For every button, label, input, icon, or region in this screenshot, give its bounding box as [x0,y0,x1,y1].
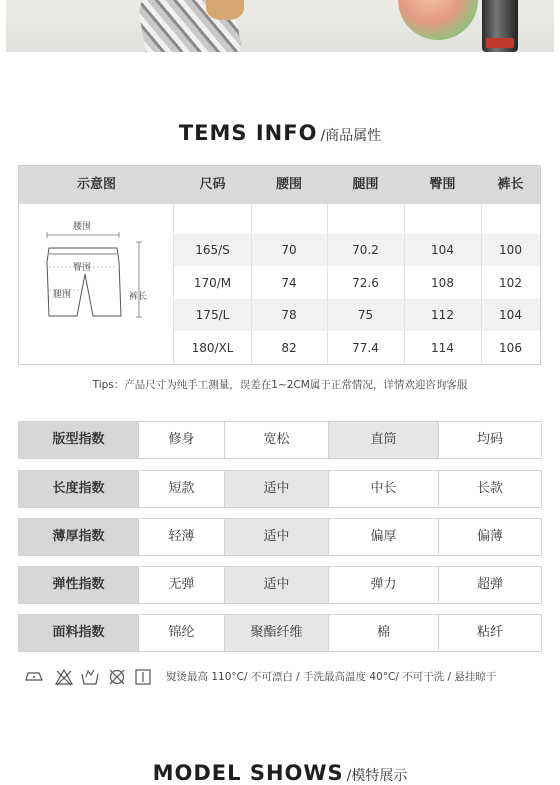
section-title-en: MODEL SHOWS [152,761,344,785]
fit-option-selected: 直筒 [328,422,438,458]
pants-outline-icon [19,204,174,364]
cell-thigh: 72.6 [352,276,379,290]
length-option-selected: 适中 [224,471,328,507]
fit-option: 修身 [138,422,224,458]
fit-option: 均码 [438,422,541,458]
cell-size: 180/XL [191,341,234,355]
cell-waist: 74 [281,276,297,290]
thickness-option: 偏薄 [438,519,541,555]
column-divider [327,204,328,364]
header-waist: 腰围 [275,177,302,192]
no-dry-clean-icon [108,668,126,686]
care-instructions [22,666,552,688]
cell-length: 102 [499,276,522,290]
length-option: 中长 [328,471,438,507]
length-option: 长款 [438,471,541,507]
header-diagram: 示意图 [76,177,116,192]
fit-option: 宽松 [224,422,328,458]
hand-wash-icon [80,668,100,686]
column-divider [404,204,405,364]
model-shows-title [0,761,560,785]
fabric-option-selected: 聚酯纤维 [224,615,328,651]
size-table [18,165,541,365]
fabric-option: 粘纤 [438,615,541,651]
elasticity-option: 弹力 [328,567,438,603]
ball-prop-image [398,0,478,40]
elasticity-index-label: 弹性指数 [19,567,138,603]
header-thigh: 腿围 [352,177,379,192]
length-index-row [18,470,542,508]
diagram-thigh-label: 腿围 [53,290,72,300]
cell-hip: 104 [431,243,454,257]
hang-dry-icon [134,668,152,686]
no-bleach-icon [54,668,74,686]
header-length: 裤长 [497,177,524,192]
cell-thigh: 77.4 [352,341,379,355]
fabric-option: 棉 [328,615,438,651]
fit-index-row [18,421,542,459]
cell-size: 175/L [195,308,230,322]
pants-diagram [19,204,174,364]
fabric-option: 锦纶 [138,615,224,651]
diagram-length-label: 裤长 [129,292,148,302]
elasticity-option-selected: 适中 [224,567,328,603]
items-info-title [0,121,560,145]
size-tips: Tips：产品尺寸为纯手工测量，误差在1~2CM属于正常情况，详情欢迎咨询客服 [92,379,468,391]
diagram-waist-label: 腰围 [73,222,92,232]
fabric-index-row [18,614,542,652]
can-label [486,38,514,48]
thickness-index-label: 薄厚指数 [19,519,138,555]
thickness-option: 偏厚 [328,519,438,555]
header-hip: 臀围 [429,177,456,192]
thickness-option: 轻薄 [138,519,224,555]
size-row [174,234,540,266]
size-row [174,332,540,364]
cell-hip: 114 [431,341,454,355]
cell-length: 106 [499,341,522,355]
length-index-label: 长度指数 [19,471,138,507]
fit-index-label: 版型指数 [19,422,138,458]
header-size: 尺码 [199,177,226,192]
section-title-en: TEMS INFO [178,121,318,145]
cell-waist: 70 [281,243,297,257]
cell-waist: 82 [281,341,297,355]
cell-length: 100 [499,243,522,257]
column-divider [481,204,482,364]
cell-length: 104 [499,308,522,322]
fabric-index-label: 面料指数 [19,615,138,651]
elasticity-index-row [18,566,542,604]
cell-thigh: 70.2 [352,243,379,257]
thickness-index-row [18,518,542,556]
product-photo-strip [6,0,554,52]
iron-icon [24,668,44,684]
section-title-cn: /商品属性 [320,128,382,144]
length-option: 短款 [138,471,224,507]
cell-size: 170/M [193,276,232,290]
cell-size: 165/S [195,243,230,257]
cell-waist: 78 [281,308,297,322]
elasticity-option: 超弹 [438,567,541,603]
thickness-option-selected: 适中 [224,519,328,555]
cell-thigh: 75 [357,308,374,322]
prop-image [206,0,244,20]
cell-hip: 108 [431,276,454,290]
size-row-empty [174,204,540,236]
size-table-header [19,166,540,204]
column-divider [251,204,252,364]
elasticity-option: 无弹 [138,567,224,603]
size-row [174,299,540,331]
size-row [174,267,540,299]
cell-hip: 112 [431,308,454,322]
care-text: 熨烫最高 110°C/ 不可漂白 / 手洗最高温度 40°C/ 不可干洗 / 悬挂晾干 [166,671,497,683]
section-title-cn: /模特展示 [346,768,408,784]
diagram-hip-label: 臀围 [73,263,92,273]
